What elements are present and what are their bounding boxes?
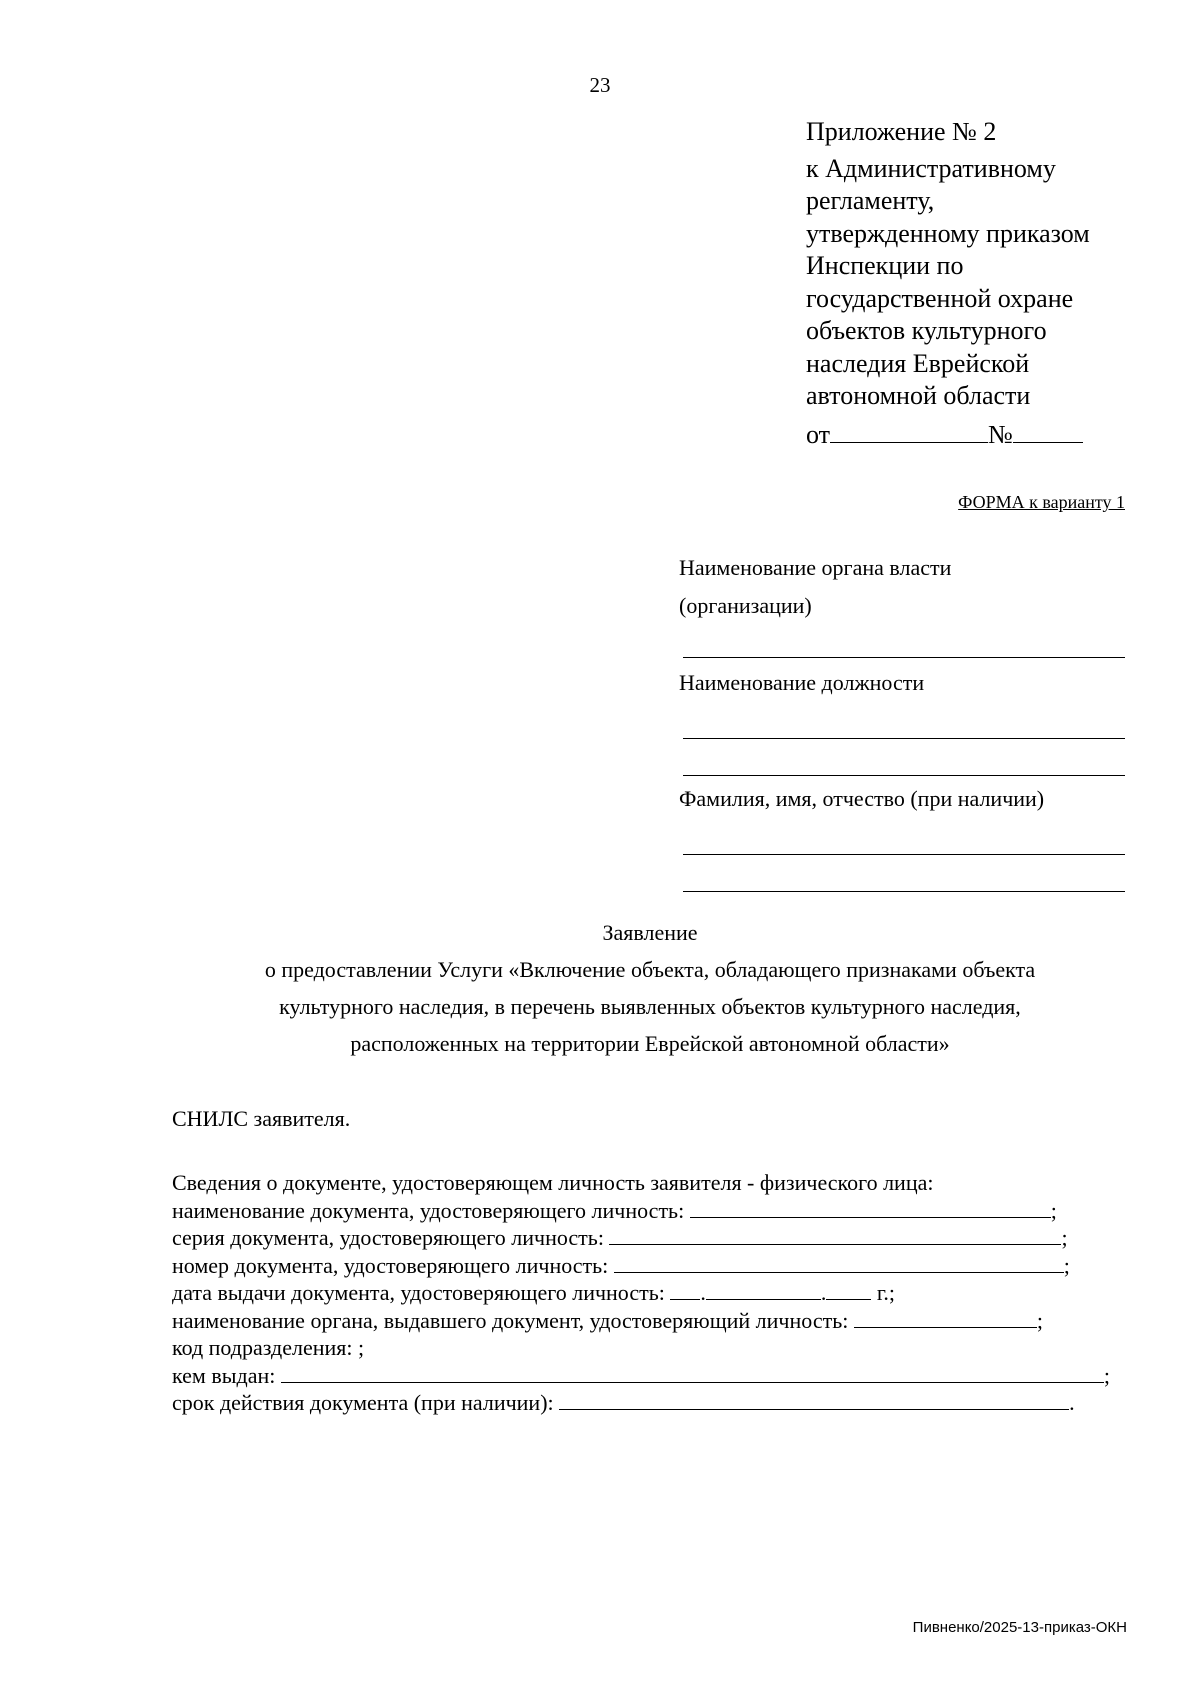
position-blank-line[interactable]	[683, 702, 1125, 739]
semicolon: ;	[1103, 1362, 1110, 1388]
series-field[interactable]	[609, 1224, 1061, 1245]
number-label: номер документа, удостоверяющего личность:	[172, 1252, 609, 1278]
appendix-line: объектов культурного	[806, 316, 1047, 345]
number-blank-field[interactable]	[1013, 420, 1083, 443]
appendix-line: утвержденному приказом	[806, 218, 1090, 248]
doc-name-row	[172, 1197, 1130, 1225]
document-info-header: Сведения о документе, удостоверяющем личность заявителя - физического лица:	[172, 1170, 934, 1195]
document-info-section	[172, 1169, 1130, 1417]
footer-reference: Пивненко/2025-13-приказ-ОКН	[912, 1619, 1127, 1636]
organ-label-cont: (организации)	[679, 593, 812, 618]
statement-title-block	[0, 914, 1200, 1062]
issuing-organ-label: наименование органа, выдавшего документ, удостоверяющий личность:	[172, 1307, 849, 1333]
doc-name-field[interactable]	[690, 1197, 1051, 1218]
statement-subtitle-line: расположенных на территории Еврейской автономной области»	[350, 1031, 950, 1056]
date-blank-field[interactable]	[830, 420, 988, 443]
date-separator: .	[820, 1280, 827, 1305]
doc-name-label: наименование документа, удостоверяющего личность:	[172, 1197, 685, 1223]
issue-date-label: дата выдачи документа, удостоверяющего личность:	[172, 1280, 665, 1305]
issue-month-field[interactable]	[706, 1279, 821, 1300]
date-prefix: от	[806, 419, 831, 449]
validity-row	[172, 1389, 1130, 1417]
validity-field[interactable]	[559, 1389, 1069, 1410]
date-separator: .	[700, 1280, 706, 1305]
semicolon: ;	[1063, 1252, 1070, 1278]
issued-by-row	[172, 1362, 1130, 1390]
appendix-date-number-line	[806, 419, 1136, 452]
issuing-organ-row	[172, 1307, 1130, 1335]
appendix-title: Приложение № 2	[806, 117, 997, 146]
form-variant-label: ФОРМА к варианту 1	[958, 492, 1125, 512]
appendix-line: государственной охране	[806, 283, 1074, 313]
appendix-header	[806, 116, 1136, 451]
appendix-line: к Административному	[806, 153, 1056, 183]
position-label: Наименование должности	[679, 670, 925, 695]
period: .	[1069, 1390, 1075, 1415]
position-blank-line[interactable]	[683, 739, 1125, 776]
series-label: серия документа, удостоверяющего личность:	[172, 1225, 604, 1250]
series-row	[172, 1224, 1130, 1252]
semicolon: ;	[1050, 1197, 1057, 1223]
statement-subtitle-line: о предоставлении Услуги «Включение объекта, обладающего признаками объекта	[264, 957, 1036, 982]
appendix-line: регламенту,	[806, 186, 935, 215]
issued-by-label: кем выдан:	[172, 1362, 276, 1388]
year-suffix: г.;	[876, 1280, 896, 1305]
snils-line: СНИЛС заявителя.	[172, 1106, 351, 1131]
fio-label: Фамилия, имя, отчество (при наличии)	[679, 786, 1045, 811]
issued-by-field[interactable]	[281, 1362, 1104, 1383]
number-sign: №	[988, 419, 1013, 449]
appendix-line: наследия Еврейской	[806, 348, 1030, 378]
fio-blank-line[interactable]	[683, 818, 1125, 855]
page-number: 23	[589, 73, 611, 97]
statement-title: Заявление	[602, 920, 698, 945]
appendix-line: Инспекции по	[806, 251, 964, 280]
issuing-organ-field[interactable]	[854, 1307, 1037, 1328]
appendix-line: автономной области	[806, 381, 1031, 410]
statement-subtitle-line: культурного наследия, в перечень выявленных объектов культурного наследия,	[279, 994, 1021, 1019]
recipient-block	[679, 549, 1125, 892]
fio-blank-line[interactable]	[683, 855, 1125, 892]
semicolon: ;	[1036, 1307, 1043, 1333]
issue-year-field[interactable]	[826, 1279, 871, 1300]
division-code-row: код подразделения: ;	[172, 1335, 365, 1360]
organ-label: Наименование органа власти	[679, 555, 952, 580]
number-field[interactable]	[614, 1252, 1064, 1273]
validity-label: срок действия документа (при наличии):	[172, 1390, 554, 1415]
number-row	[172, 1252, 1130, 1280]
issue-day-field[interactable]	[670, 1279, 700, 1300]
organ-blank-line[interactable]	[683, 625, 1125, 658]
semicolon: ;	[1061, 1225, 1068, 1250]
issue-date-row	[172, 1279, 1130, 1307]
